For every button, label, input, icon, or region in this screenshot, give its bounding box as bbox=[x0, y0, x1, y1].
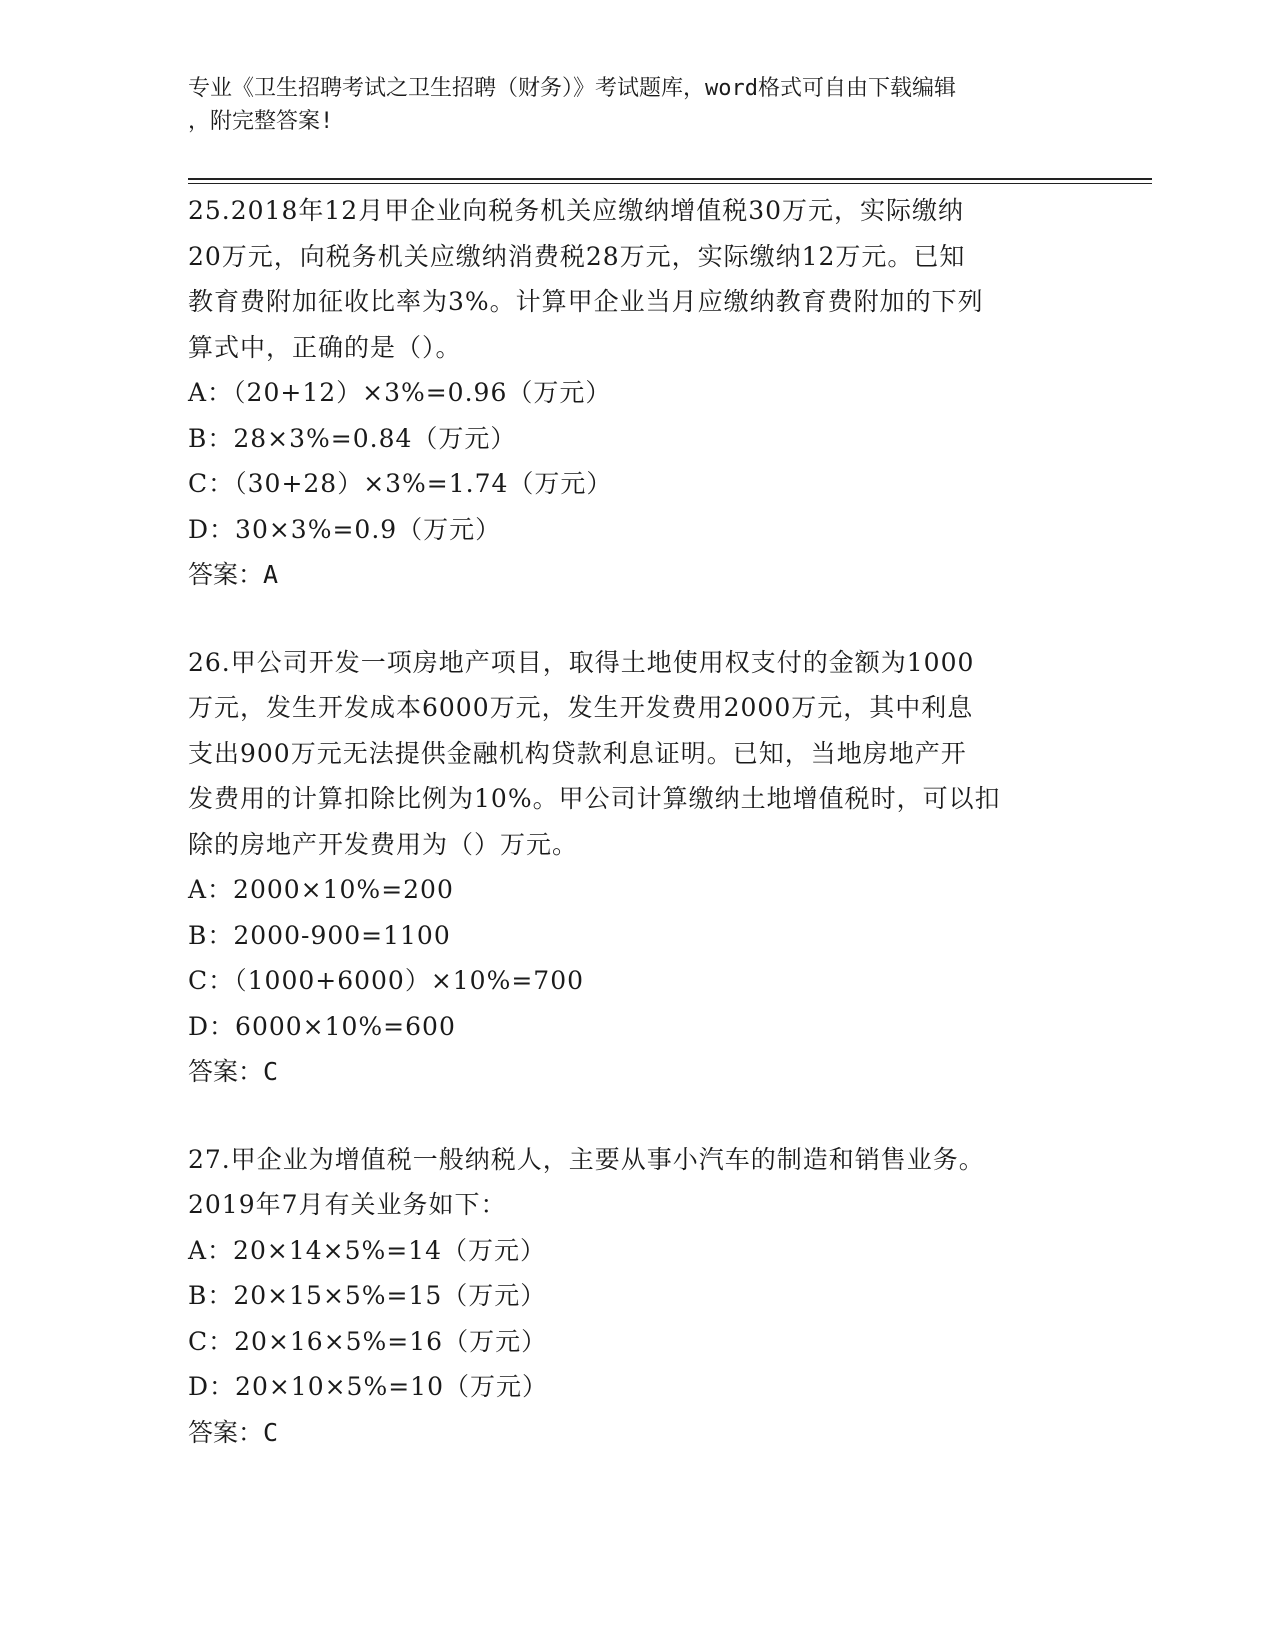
question-text-line: 25.2018年12月甲企业向税务机关应缴纳增值税30万元，实际缴纳 bbox=[188, 196, 965, 225]
option-c: C：（30+28）×3%=1.74（万元） bbox=[188, 469, 613, 498]
question-text-line: 万元，发生开发成本6000万元，发生开发费用2000万元，其中利息 bbox=[188, 693, 974, 722]
option-d: D：20×10×5%=10（万元） bbox=[188, 1372, 548, 1401]
answer-label: 答案： bbox=[188, 1417, 264, 1447]
question-text-line: 除的房地产开发费用为（）万元。 bbox=[188, 829, 579, 859]
option-d: D：6000×10%=600 bbox=[188, 1011, 456, 1041]
answer bbox=[188, 1049, 1088, 1095]
question-text-line: 教育费附加征收比率为3%。计算甲企业当月应缴纳教育费附加的下列 bbox=[188, 287, 984, 316]
question-text-line: 算式中，正确的是（）。 bbox=[188, 332, 462, 362]
answer-value: A bbox=[263, 560, 279, 589]
document-header bbox=[188, 72, 1068, 138]
answer-label: 答案： bbox=[188, 560, 264, 589]
option-b: B：20×15×5%=15（万元） bbox=[188, 1281, 547, 1310]
answer-value: C bbox=[263, 1057, 279, 1086]
option-a: A：（20+12）×3%=0.96（万元） bbox=[188, 378, 612, 407]
option-c: C：（1000+6000）×10%=700 bbox=[188, 966, 585, 995]
option-a: A：20×14×5%=14（万元） bbox=[188, 1235, 546, 1265]
option-c: C：20×16×5%=16（万元） bbox=[188, 1326, 548, 1356]
option-d: D：30×3%=0.9（万元） bbox=[188, 514, 502, 544]
answer-value: C bbox=[263, 1417, 279, 1447]
option-b: B：2000-900=1100 bbox=[188, 920, 451, 950]
question-27 bbox=[188, 1137, 1088, 1456]
header-rule-thin bbox=[188, 183, 1152, 184]
header-rule-thick bbox=[188, 178, 1152, 180]
header-line-1: 专业《卫生招聘考试之卫生招聘（财务）》考试题库，word格式可自由下载编辑 bbox=[188, 76, 956, 101]
question-25 bbox=[188, 188, 1088, 598]
answer bbox=[188, 1410, 1088, 1456]
answer bbox=[188, 552, 1088, 598]
question-text-line: 发费用的计算扣除比例为10%。甲公司计算缴纳土地增值税时，可以扣 bbox=[188, 784, 1001, 813]
option-b: B：28×3%=0.84（万元） bbox=[188, 423, 517, 453]
header-line-2: ，附完整答案! bbox=[188, 109, 334, 134]
question-26 bbox=[188, 640, 1088, 1095]
question-text-line: 20万元，向税务机关应缴纳消费税28万元，实际缴纳12万元。已知 bbox=[188, 241, 966, 271]
question-text-line: 支出900万元无法提供金融机构贷款利息证明。已知，当地房地产开 bbox=[188, 738, 967, 768]
answer-label: 答案： bbox=[188, 1057, 264, 1086]
question-list bbox=[188, 188, 1088, 1497]
question-text-line: 26.甲公司开发一项房地产项目，取得土地使用权支付的金额为1000 bbox=[188, 647, 975, 677]
question-text-line: 2019年7月有关业务如下： bbox=[188, 1190, 507, 1219]
question-text-line: 27.甲企业为增值税一般纳税人，主要从事小汽车的制造和销售业务。 bbox=[188, 1144, 985, 1174]
option-a: A：2000×10%=200 bbox=[188, 875, 454, 904]
